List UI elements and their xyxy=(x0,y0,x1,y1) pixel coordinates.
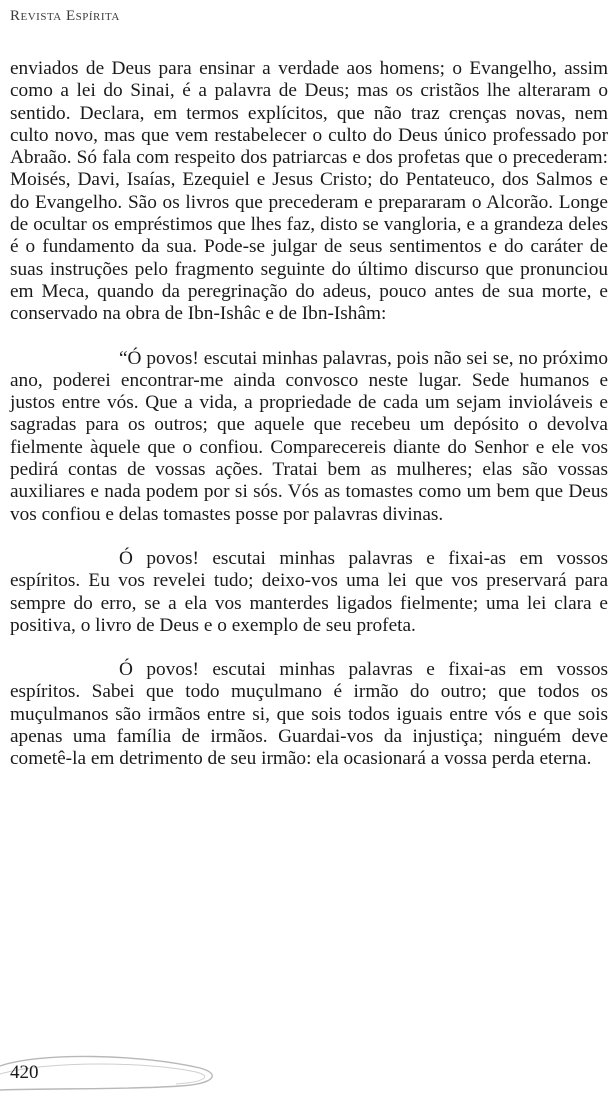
page-body xyxy=(10,58,608,771)
quote-paragraph-3: Ó povos! escutai minhas palavras e fixai-as em vossos espíritos. Sabei que todo muçulmano é irmão do outro; que todos os muçulmanos são irmãos entre si, que sois todos iguais entre vós e que sois apenas uma família de irmãos. Guardai-vos da injustiça; ninguém deve cometê-la em detrimento de seu irmão: ela ocasionará a vossa perda eterna. xyxy=(10,659,608,770)
running-header: Revista Espírita xyxy=(10,8,120,24)
paragraph-continued: enviados de Deus para ensinar a verdade aos homens; o Evangelho, assim como a lei do Sinai, é a palavra de Deus; mas os cristãos lhe alteraram o sentido. Declara, em termos explícitos, que não traz crenças novas, nem culto novo, mas que vem restabelecer o culto do Deus único professado por Abraão. Só fala com respeito dos patriarcas e dos profetas que o precederam: Moisés, Davi, Isaías, Ezequiel e Jesus Cristo; do Pentateuco, dos Salmos e do Evangelho. São os livros que precederam e prepararam o Alcorão. Longe de ocultar os empréstimos que lhes faz, disto se vangloria, e a grandeza deles é o fundamento da sua. Pode-se julgar de seus sentimentos e do caráter de suas instruções pelo fragmento seguinte do último discurso que pronunciou em Meca, quando da peregrinação do adeus, pouco antes de sua morte, e conservado na obra de Ibn-Ishâc e de Ibn-Ishâm: xyxy=(10,58,608,325)
quote-paragraph-1: “Ó povos! escutai minhas palavras, pois não sei se, no próximo ano, poderei encontrar-me ainda convosco neste lugar. Sede humanos e justos entre vós. Que a vida, a propriedade de cada um sejam invioláveis e sagradas para os outros; que aquele que recebeu um depósito o devolva fielmente àquele que o confiou. Comparecereis diante do Senhor e ele vos pedirá contas de vossas ações. Tratai bem as mulheres; elas são vossas auxiliares e nada podem por si sós. Vós as tomastes como um bem que Deus vos confiou e delas tomastes posse por palavras divinas. xyxy=(10,347,608,525)
quote-paragraph-2: Ó povos! escutai minhas palavras e fixai-as em vossos espíritos. Eu vos revelei tudo; deixo-vos uma lei que vos preservará para sempre do erro, se a ela vos manterdes ligados fielmente; uma lei clara e positiva, o livro de Deus e o exemplo de seu profeta. xyxy=(10,547,608,636)
page-number: 420 xyxy=(10,1062,39,1083)
